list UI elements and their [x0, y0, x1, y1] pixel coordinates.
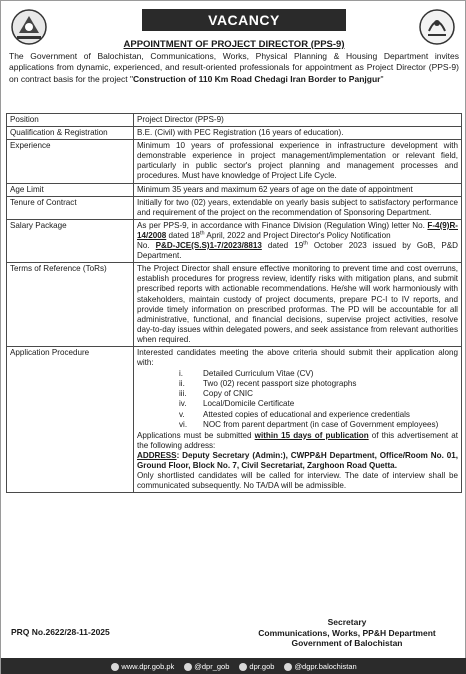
row-value: B.E. (Civil) with PEC Registration (16 years of education).	[134, 127, 462, 140]
table-row	[7, 183, 462, 196]
table-row	[7, 140, 462, 183]
appointment-subtitle: APPOINTMENT OF PROJECT DIRECTOR (PPS-9)	[123, 39, 345, 50]
table-row	[7, 114, 462, 127]
row-label: Application Procedure	[7, 346, 134, 492]
row-value: Minimum 10 years of professional experience in infrastructure development with demonstrable experience in project management/implementation or relevant field, particularly in public sector's project planning and management processes and procedures. Must have knowledge of Project Life Cycle.	[134, 140, 462, 183]
list-item: i. Detailed Curriculum Vitae (CV)	[179, 369, 314, 379]
signatory-block: Secretary Communications, Works, PP&H Department Government of Balochistan	[258, 617, 436, 648]
row-value: Minimum 35 years and maximum 62 years of age on the date of appointment	[134, 183, 462, 196]
website-link[interactable]: www.dpr.gob.pk	[111, 662, 174, 671]
salary-line-2: No. P&D-JCE(S.S)1-7/2023/8813 dated 19th October 2023 issued by GoB, P&D Department.	[137, 240, 458, 261]
facebook-icon	[239, 663, 247, 671]
instagram-link[interactable]: @dgpr.balochistan	[284, 662, 356, 671]
vacancy-details-table	[6, 113, 462, 493]
facebook-link[interactable]: dpr.gob	[239, 662, 274, 671]
list-item: v. Attested copies of educational and experience credentials	[179, 409, 410, 419]
row-label: Terms of Reference (ToRs)	[7, 263, 134, 347]
row-value: Project Director (PPS-9)	[134, 114, 462, 127]
row-value	[134, 219, 462, 262]
table-row	[7, 127, 462, 140]
closing-note: Only shortlisted candidates will be called for interview. The date of interview shall be communicated subsequently. No TA/DA will be admissible.	[137, 471, 458, 491]
prq-number: PRQ No.2622/28-11-2025	[11, 627, 110, 637]
twitter-link[interactable]: @dpr_gob	[184, 662, 229, 671]
list-item: vi. NOC from parent department (in case of Government employees)	[179, 419, 439, 429]
instagram-icon	[284, 663, 292, 671]
table-row	[7, 263, 462, 347]
row-value: The Project Director shall ensure effective monitoring to prevent time and cost overruns, establish procedures for progress review, identify risks with mitigation plans, and submit prescribed reports with actionable recommendations. He/she will work harmoniously with stakeholders, maintain custody of project documents, prepare PC-I to IV reports, and provide timely information on prescribed proformas. The PD will be accountable for all administrative, functional, and financial decisions, supervise project activities, resolve day-to-day issues within delegated powers, and seek assistance from relevant authorities when required.	[134, 263, 462, 347]
application-intro: Interested candidates meeting the above criteria should submit their application along with:	[137, 347, 458, 368]
table-row	[7, 219, 462, 262]
list-item: ii. Two (02) recent passport size photographs	[179, 379, 357, 389]
deadline: within 15 days of publication	[254, 430, 369, 440]
policy-notification-number: P&D-JCE(S.S)1-7/2023/8813	[155, 241, 262, 251]
globe-icon	[111, 663, 119, 671]
finance-letter-number: F-4(9)R-14/2008	[137, 220, 458, 240]
documents-list	[179, 369, 458, 430]
row-label: Tenure of Contract	[7, 196, 134, 219]
row-label: Age Limit	[7, 183, 134, 196]
row-label: Qualification & Registration	[7, 127, 134, 140]
intro-paragraph: The Government of Balochistan, Communications, Works, Physical Planning & Housing Department invites applications from dynamic, experienced, and result-oriented professionals for appointment as Project Director (PPS-9) on contract basis for the project "Construction of 110 Km Road Chedagi Iran Border to Panjgur"	[9, 51, 459, 84]
list-item: iii. Copy of CNIC	[179, 389, 253, 399]
project-name: Construction of 110 Km Road Chedagi Iran Border to Panjgur	[132, 73, 381, 84]
row-label: Experience	[7, 140, 134, 183]
row-label: Position	[7, 114, 134, 127]
list-item: iv. Local/Domicile Certificate	[179, 399, 295, 409]
twitter-icon	[184, 663, 192, 671]
salary-line-1: As per PPS-9, in accordance with Finance Division (Regulation Wing) letter No. F-4(9)R-14/2008 dated 18th April, 2022 and Project Director's Policy Notification	[137, 220, 458, 240]
row-label: Salary Package	[7, 219, 134, 262]
submission-address: ADDRESS: Deputy Secretary (Admin:), CWPP&H Department, Office/Room No. 01, Ground Floor, Block No. 7, Civil Secretariat, Zarghoon Road Quetta.	[137, 450, 458, 470]
vacancy-title: VACANCY	[142, 9, 346, 31]
table-row	[7, 196, 462, 219]
submission-note: Applications must be submitted within 15 days of publication of this advertisement at the following address:	[137, 430, 458, 450]
table-row	[7, 346, 462, 492]
row-value: Initially for two (02) years, extendable on yearly basis subject to satisfactory performance and requirement of the project on the recommendation of Sponsoring Department.	[134, 196, 462, 219]
footer-social-bar	[1, 658, 466, 674]
row-value	[134, 346, 462, 492]
